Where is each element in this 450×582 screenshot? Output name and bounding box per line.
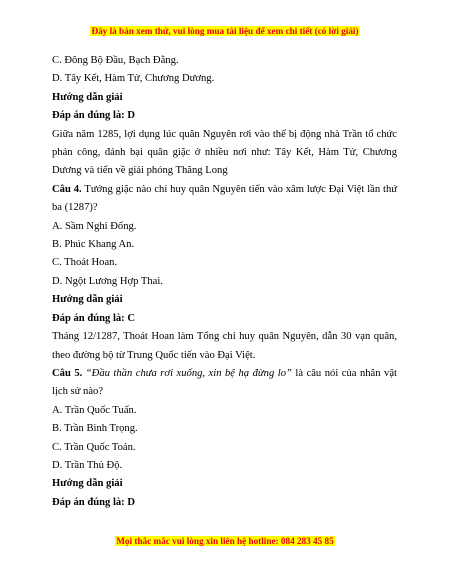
q3-answer: Đáp án đúng là: D — [52, 110, 136, 122]
q5-label: Câu 5. — [52, 367, 83, 379]
q4-question-text: Tướng giặc nào chỉ huy quân Nguyên tiến vào xâm lược Đại Việt lần thứ ba (1287)? — [52, 183, 397, 214]
document-body — [52, 52, 397, 512]
q5-guide-heading: Hướng dẫn giải — [52, 478, 123, 490]
q4-option-a: A. Sầm Nghi Đống. — [52, 220, 137, 232]
q4-guide-heading: Hướng dẫn giải — [52, 294, 123, 306]
q5-option-a: A. Trần Quốc Tuấn. — [52, 404, 137, 416]
q4-option-c: C. Thoát Hoan. — [52, 257, 118, 269]
q4-explanation: Tháng 12/1287, Thoát Hoan làm Tổng chỉ huy quân Nguyên, dẫn 30 vạn quân, theo đường bộ từ Trung Quốc tiến vào Đại Việt. — [52, 331, 397, 361]
q3-guide-heading: Hướng dẫn giải — [52, 91, 123, 103]
q4-label: Câu 4. — [52, 183, 82, 195]
q4-option-b: B. Phúc Khang An. — [52, 239, 135, 251]
q5-quote: “Đầu thần chưa rơi xuống, xin bệ hạ đừng lo” — [85, 367, 292, 379]
hotline-text: Mọi thắc mắc vui lòng xin liên hệ hotline: 084 283 45 85 — [116, 536, 334, 546]
q5-answer: Đáp án đúng là: D — [52, 496, 136, 508]
q5-question — [52, 365, 397, 402]
q5-option-c: C. Trần Quốc Toản. — [52, 441, 136, 453]
preview-notice-banner — [0, 26, 450, 37]
q3-explanation: Giữa năm 1285, lợi dụng lúc quân Nguyên rơi vào thế bị động nhà Trần tổ chức phản công, đánh bại quân giặc ở nhiều nơi như: Tây Kết, Hàm Tử, Chương Dương và tiến về giải phóng Thăng Long — [52, 128, 397, 177]
preview-notice-text: Đây là bản xem thử, vui lòng mua tài liệu để xem chi tiết (có lời giải) — [91, 26, 359, 36]
q4-question — [52, 181, 397, 218]
q5-option-b: B. Trần Bình Trọng. — [52, 423, 138, 435]
q4-option-d: D. Ngột Lương Hợp Thai. — [52, 275, 163, 287]
q4-answer: Đáp án đúng là: C — [52, 312, 136, 324]
q5-option-d: D. Trần Thủ Độ. — [52, 459, 123, 471]
q3-option-c: C. Đông Bộ Đầu, Bạch Đằng. — [52, 55, 179, 66]
hotline-banner — [0, 536, 450, 547]
q5-question-text: là câu nói của nhân vật lịch sử nào? — [52, 367, 397, 398]
q3-option-d: D. Tây Kết, Hàm Tử, Chương Dương. — [52, 73, 215, 85]
